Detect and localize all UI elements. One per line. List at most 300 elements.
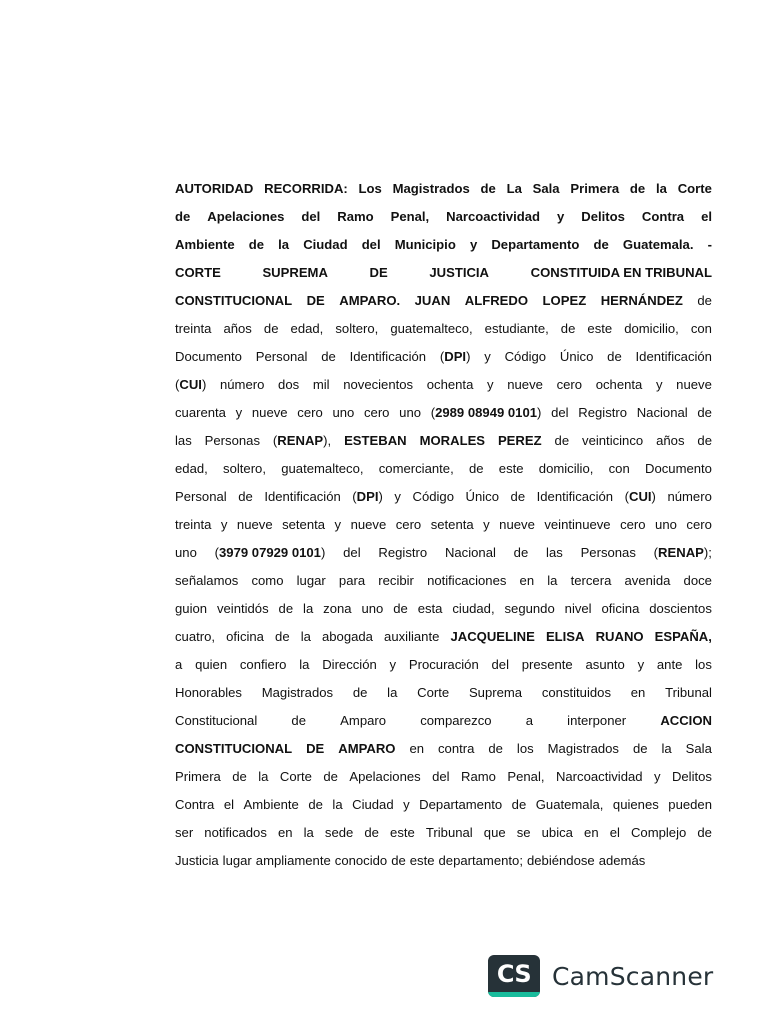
text-word: Nacional xyxy=(636,405,688,420)
text-word: veintidós xyxy=(216,601,269,616)
text-word: Justicia xyxy=(175,853,219,868)
text-line xyxy=(175,791,712,819)
text-word: de xyxy=(480,181,496,196)
text-word: ( xyxy=(430,405,436,420)
text-word: y xyxy=(235,405,243,420)
text-line xyxy=(175,315,712,343)
text-word: de xyxy=(291,713,306,728)
text-word: como xyxy=(251,573,284,588)
text-word: Magistrados xyxy=(261,685,334,700)
text-word: del xyxy=(361,237,381,252)
text-word-group xyxy=(440,343,471,371)
text-word: Contra xyxy=(175,797,215,812)
text-word: los xyxy=(695,657,712,672)
text-word: cuatro, xyxy=(175,629,216,644)
text-word: 3979 07929 0101 xyxy=(219,545,321,560)
text-word: a xyxy=(175,657,183,672)
text-word: y xyxy=(487,377,494,392)
text-word: Constitucional xyxy=(175,713,258,728)
text-word: años xyxy=(223,321,252,336)
text-word: guion xyxy=(175,601,208,616)
text-word: Corte xyxy=(417,685,450,700)
text-word: RUANO xyxy=(595,629,644,644)
text-word: dos xyxy=(278,377,300,392)
text-word: Primera xyxy=(175,769,221,784)
text-word: en xyxy=(409,741,425,756)
text-word: AUTORIDAD xyxy=(175,181,254,196)
text-word: notificados xyxy=(204,825,267,840)
text-word: contra xyxy=(438,741,475,756)
text-word: comerciante, xyxy=(378,461,454,476)
text-word: en xyxy=(630,685,646,700)
text-word: Magistrados xyxy=(547,741,619,756)
text-word: cero xyxy=(363,405,390,420)
text-word: quienes xyxy=(612,797,659,812)
text-word: Departamento xyxy=(491,237,580,252)
text-word: ); xyxy=(703,545,712,560)
text-word: ( xyxy=(272,433,278,448)
text-word: de xyxy=(697,293,712,308)
text-word: ACCION xyxy=(660,713,712,728)
text-word: cero xyxy=(395,517,422,532)
text-word: las xyxy=(546,545,563,560)
text-word: uno xyxy=(361,601,384,616)
text-word: Documento xyxy=(645,461,712,476)
text-word: notificaciones xyxy=(427,573,507,588)
text-word: ELISA xyxy=(545,629,585,644)
text-line xyxy=(175,399,712,427)
text-line xyxy=(175,287,712,315)
text-word: cero xyxy=(686,517,712,532)
text-word: y xyxy=(637,657,645,672)
text-word: auxiliante xyxy=(384,629,440,644)
text-word: número xyxy=(667,489,712,504)
text-word: veintinueve xyxy=(544,517,611,532)
text-word: ( xyxy=(352,489,357,504)
text-word-group xyxy=(175,371,206,399)
text-word: y xyxy=(484,349,491,364)
text-word: del xyxy=(301,209,321,224)
text-word: nueve xyxy=(251,405,288,420)
text-word: mil xyxy=(312,377,330,392)
text-word: número xyxy=(219,377,265,392)
text-word: el xyxy=(223,797,235,812)
text-line xyxy=(175,567,712,595)
text-word: Complejo xyxy=(630,825,687,840)
text-line xyxy=(175,735,712,763)
text-word: PEREZ xyxy=(497,433,542,448)
text-word: uno xyxy=(655,517,677,532)
text-word: de xyxy=(352,685,368,700)
text-word: Delitos xyxy=(671,769,712,784)
text-word: segundo xyxy=(504,601,555,616)
text-word: y xyxy=(653,769,661,784)
text-word: y xyxy=(483,517,490,532)
text-word: la xyxy=(303,601,314,616)
text-word: Amparo xyxy=(340,713,387,728)
text-word: ser xyxy=(175,825,194,840)
text-word: el xyxy=(701,209,712,224)
text-word: las xyxy=(175,433,192,448)
text-line xyxy=(175,539,712,567)
text-word: de xyxy=(175,209,191,224)
text-word: y xyxy=(469,237,478,252)
text-word: JACQUELINE xyxy=(450,629,535,644)
text-word: setenta xyxy=(430,517,474,532)
text-word: y xyxy=(220,517,228,532)
text-word: además xyxy=(598,853,646,868)
text-word: Identificación xyxy=(635,349,712,364)
text-word: de xyxy=(323,769,338,784)
text-word: La xyxy=(506,181,522,196)
text-word: Delitos xyxy=(581,209,625,224)
text-word: este xyxy=(390,825,415,840)
text-line xyxy=(175,231,712,259)
text-word: la xyxy=(332,797,343,812)
text-word: cero xyxy=(297,405,323,420)
text-word: Personal xyxy=(175,489,227,504)
logo-accent-stripe xyxy=(488,992,540,997)
text-word: de xyxy=(248,237,265,252)
text-word: Documento xyxy=(175,349,242,364)
text-word: Registro xyxy=(578,405,628,420)
text-word: soltero, xyxy=(223,461,266,476)
text-line xyxy=(175,819,712,847)
text-word: ciudad, xyxy=(452,601,495,616)
text-word: Personas xyxy=(204,433,260,448)
text-word: debiéndose xyxy=(526,853,595,868)
text-line xyxy=(175,175,712,203)
text-word: Código xyxy=(504,349,547,364)
text-word: interponer xyxy=(567,713,627,728)
text-word: ochenta xyxy=(595,377,643,392)
text-word: que xyxy=(483,825,506,840)
text-word: treinta xyxy=(175,321,212,336)
text-word: Corte xyxy=(279,769,312,784)
text-word: HERNÁNDEZ xyxy=(600,293,683,308)
text-word: Registro xyxy=(378,545,428,560)
text-word: Tribunal xyxy=(425,825,473,840)
text-word: veinticinco xyxy=(582,433,644,448)
text-word: Magistrados xyxy=(392,181,470,196)
text-word: guatemalteco, xyxy=(281,461,364,476)
text-word: DPI xyxy=(444,349,467,364)
text-word: Dirección xyxy=(322,657,377,672)
text-word: la xyxy=(661,741,672,756)
text-word: este xyxy=(498,461,524,476)
text-word: ) xyxy=(466,349,471,364)
text-word: de xyxy=(308,797,323,812)
text-word: la xyxy=(303,825,314,840)
text-word: Ramo xyxy=(337,209,374,224)
text-word: Honorables xyxy=(175,685,242,700)
text-word: Departamento xyxy=(419,797,503,812)
text-word: Guatemala, xyxy=(535,797,604,812)
text-word: Ambiente xyxy=(175,237,235,252)
text-line xyxy=(175,455,712,483)
text-word: de xyxy=(278,601,294,616)
text-word: con xyxy=(608,461,630,476)
text-word: en xyxy=(519,573,535,588)
text-word: de xyxy=(697,405,712,420)
text-word: ampliamente xyxy=(255,853,331,868)
text-word: Apelaciones xyxy=(207,209,285,224)
text-word: DE xyxy=(369,265,388,280)
text-word: nueve xyxy=(350,517,387,532)
text-word: ( xyxy=(653,545,659,560)
text-word: la xyxy=(655,181,667,196)
text-word: ochenta xyxy=(426,377,474,392)
text-word-group xyxy=(625,483,656,511)
text-word: oficina xyxy=(226,629,264,644)
text-word: Identificación xyxy=(264,489,341,504)
text-word: nueve xyxy=(507,377,543,392)
text-word: Identificación xyxy=(349,349,427,364)
text-line xyxy=(175,595,712,623)
text-word: AMPARO xyxy=(338,741,396,756)
text-word: Municipio xyxy=(394,237,456,252)
text-word: nueve xyxy=(499,517,535,532)
text-word: Procuración xyxy=(408,657,479,672)
text-word: ( xyxy=(439,349,445,364)
text-word: la xyxy=(278,237,290,252)
text-word: Ambiente xyxy=(243,797,299,812)
text-word: edad, xyxy=(290,321,324,336)
text-word: DE xyxy=(306,293,325,308)
text-word: nueve xyxy=(236,517,273,532)
text-word: del xyxy=(432,769,450,784)
text-line xyxy=(175,483,712,511)
text-word: ) xyxy=(537,405,542,420)
text-word: avenida xyxy=(624,573,671,588)
text-word: doce xyxy=(683,573,712,588)
text-word: de xyxy=(554,433,570,448)
text-word: el xyxy=(609,825,620,840)
text-word: ) xyxy=(201,377,207,392)
text-word: Sala xyxy=(532,181,560,196)
text-word: cero xyxy=(620,517,646,532)
text-word: Personas xyxy=(580,545,636,560)
text-word-group xyxy=(273,427,331,455)
text-word: se xyxy=(516,825,531,840)
text-word: CUI xyxy=(179,377,202,392)
text-word: Narcoactividad xyxy=(446,209,541,224)
text-word: en xyxy=(277,825,293,840)
text-line xyxy=(175,707,712,735)
text-word: CONSTITUCIONAL xyxy=(175,741,293,756)
text-line xyxy=(175,371,712,399)
text-word: sede xyxy=(324,825,354,840)
text-word: lugar xyxy=(296,573,326,588)
text-word: ( xyxy=(214,545,220,560)
text-word-group xyxy=(352,483,383,511)
text-word: lugar xyxy=(222,853,252,868)
text-word: RENAP xyxy=(277,433,324,448)
text-word: ( xyxy=(624,489,629,504)
text-word: de xyxy=(238,489,253,504)
text-word: confiero xyxy=(239,657,287,672)
text-word: Nacional xyxy=(444,545,496,560)
text-word: Primera xyxy=(570,181,620,196)
text-word: LOPEZ xyxy=(542,293,587,308)
text-word: de xyxy=(629,181,646,196)
text-word: domicilio, xyxy=(538,461,594,476)
text-word: de xyxy=(697,433,712,448)
text-word: novecientos xyxy=(343,377,414,392)
text-word: del xyxy=(491,657,509,672)
text-word-group xyxy=(215,539,326,567)
text-word: uno xyxy=(332,405,355,420)
text-line xyxy=(175,623,712,651)
text-word: Penal, xyxy=(390,209,430,224)
text-word: la xyxy=(547,573,558,588)
text-word-group xyxy=(654,539,712,567)
text-word: uno xyxy=(175,545,197,560)
text-word: AMPARO. xyxy=(339,293,401,308)
text-line xyxy=(175,343,712,371)
text-word: este xyxy=(409,853,435,868)
text-word: ), xyxy=(323,433,332,448)
text-word: Contra xyxy=(641,209,685,224)
text-word: Penal, xyxy=(507,769,545,784)
text-word: abogada xyxy=(321,629,373,644)
text-word: recibir xyxy=(378,573,414,588)
camscanner-logo-icon xyxy=(488,955,540,997)
text-word: treinta xyxy=(175,517,212,532)
text-word: ( xyxy=(175,377,180,392)
text-word: Narcoactividad xyxy=(555,769,643,784)
text-word: esta xyxy=(417,601,443,616)
text-word: estudiante, xyxy=(484,321,549,336)
text-word: ESTEBAN xyxy=(344,433,407,448)
text-word: cero xyxy=(556,377,583,392)
camscanner-watermark xyxy=(488,955,713,997)
text-word: Ciudad xyxy=(352,797,394,812)
text-word: de xyxy=(488,741,503,756)
text-word: y xyxy=(655,377,663,392)
text-word: Suprema xyxy=(468,685,523,700)
text-line xyxy=(175,847,712,875)
text-word: ALFREDO xyxy=(464,293,529,308)
text-word: cuarenta xyxy=(175,405,226,420)
text-word: del xyxy=(343,545,361,560)
text-word: MORALES xyxy=(419,433,486,448)
text-line xyxy=(175,259,712,287)
text-word: de xyxy=(364,825,379,840)
text-word: la xyxy=(258,769,269,784)
text-word: comparezco xyxy=(420,713,492,728)
text-word: de xyxy=(510,489,526,504)
text-word: Apelaciones xyxy=(349,769,421,784)
text-line xyxy=(175,427,712,455)
text-word: y xyxy=(334,517,342,532)
text-word: Personal xyxy=(255,349,308,364)
text-word: presente xyxy=(521,657,573,672)
text-word: la xyxy=(387,685,398,700)
text-word: quien xyxy=(195,657,228,672)
text-word: con xyxy=(690,321,712,336)
camscanner-name: CamScanner xyxy=(552,961,714,991)
text-word: nivel xyxy=(564,601,592,616)
text-word: nueve xyxy=(676,377,712,392)
text-word: y xyxy=(557,209,565,224)
text-word: Ciudad xyxy=(303,237,348,252)
text-word: JUSTICIA xyxy=(429,265,490,280)
text-word: doscientos xyxy=(649,601,712,616)
text-word: Único xyxy=(465,489,499,504)
text-word: Los xyxy=(358,181,382,196)
text-word: pueden xyxy=(668,797,712,812)
text-word: SUPREMA xyxy=(262,265,328,280)
text-word: CUI xyxy=(628,489,652,504)
text-word: conocido xyxy=(334,853,388,868)
text-word: la xyxy=(299,657,310,672)
text-word: ) xyxy=(651,489,656,504)
logo-letters: CS xyxy=(496,960,532,988)
text-word: domicilio, xyxy=(624,321,679,336)
text-word: señalamos xyxy=(175,573,239,588)
text-word: ante xyxy=(656,657,683,672)
text-word: ) xyxy=(320,545,326,560)
text-word-group xyxy=(431,399,542,427)
text-word: ESPAÑA, xyxy=(654,629,712,644)
text-word: DE xyxy=(306,741,325,756)
text-word: de xyxy=(593,237,609,252)
text-word: y xyxy=(394,489,401,504)
text-word: de xyxy=(275,629,290,644)
text-word: de xyxy=(391,853,406,868)
text-word: Ramo xyxy=(461,769,496,784)
text-line xyxy=(175,203,712,231)
text-word: Código xyxy=(412,489,454,504)
text-word: de xyxy=(263,321,279,336)
text-word: asunto xyxy=(585,657,625,672)
text-word: edad, xyxy=(175,461,208,476)
text-word: años xyxy=(656,433,685,448)
text-word: la xyxy=(300,629,311,644)
text-word: para xyxy=(338,573,366,588)
text-word: CORTE xyxy=(175,265,221,280)
text-word: y xyxy=(389,657,397,672)
text-line xyxy=(175,763,712,791)
text-word: Tribunal xyxy=(665,685,712,700)
text-word: CONSTITUIDA EN TRIBUNAL xyxy=(530,265,712,280)
text-line xyxy=(175,679,712,707)
text-word: en xyxy=(584,825,599,840)
text-word: a xyxy=(525,713,533,728)
text-word: DPI xyxy=(356,489,379,504)
text-word: soltero, xyxy=(335,321,379,336)
text-word: Identificación xyxy=(536,489,614,504)
text-word: 2989 08949 0101 xyxy=(435,405,538,420)
text-word: ) xyxy=(378,489,383,504)
text-word: Único xyxy=(559,349,594,364)
text-word: del xyxy=(551,405,569,420)
text-word: Corte xyxy=(677,181,712,196)
text-word: este xyxy=(587,321,613,336)
text-word: Sala xyxy=(685,741,712,756)
text-word: departamento; xyxy=(438,853,523,868)
text-word: de xyxy=(511,797,527,812)
text-word: Guatemala. xyxy=(622,237,694,252)
text-word: de xyxy=(232,769,247,784)
text-word: y xyxy=(403,797,410,812)
text-word: de xyxy=(513,545,529,560)
text-word: oficina xyxy=(601,601,640,616)
text-word: tercera xyxy=(570,573,612,588)
text-word: CONSTITUCIONAL xyxy=(175,293,293,308)
text-word: constituidos xyxy=(541,685,611,700)
